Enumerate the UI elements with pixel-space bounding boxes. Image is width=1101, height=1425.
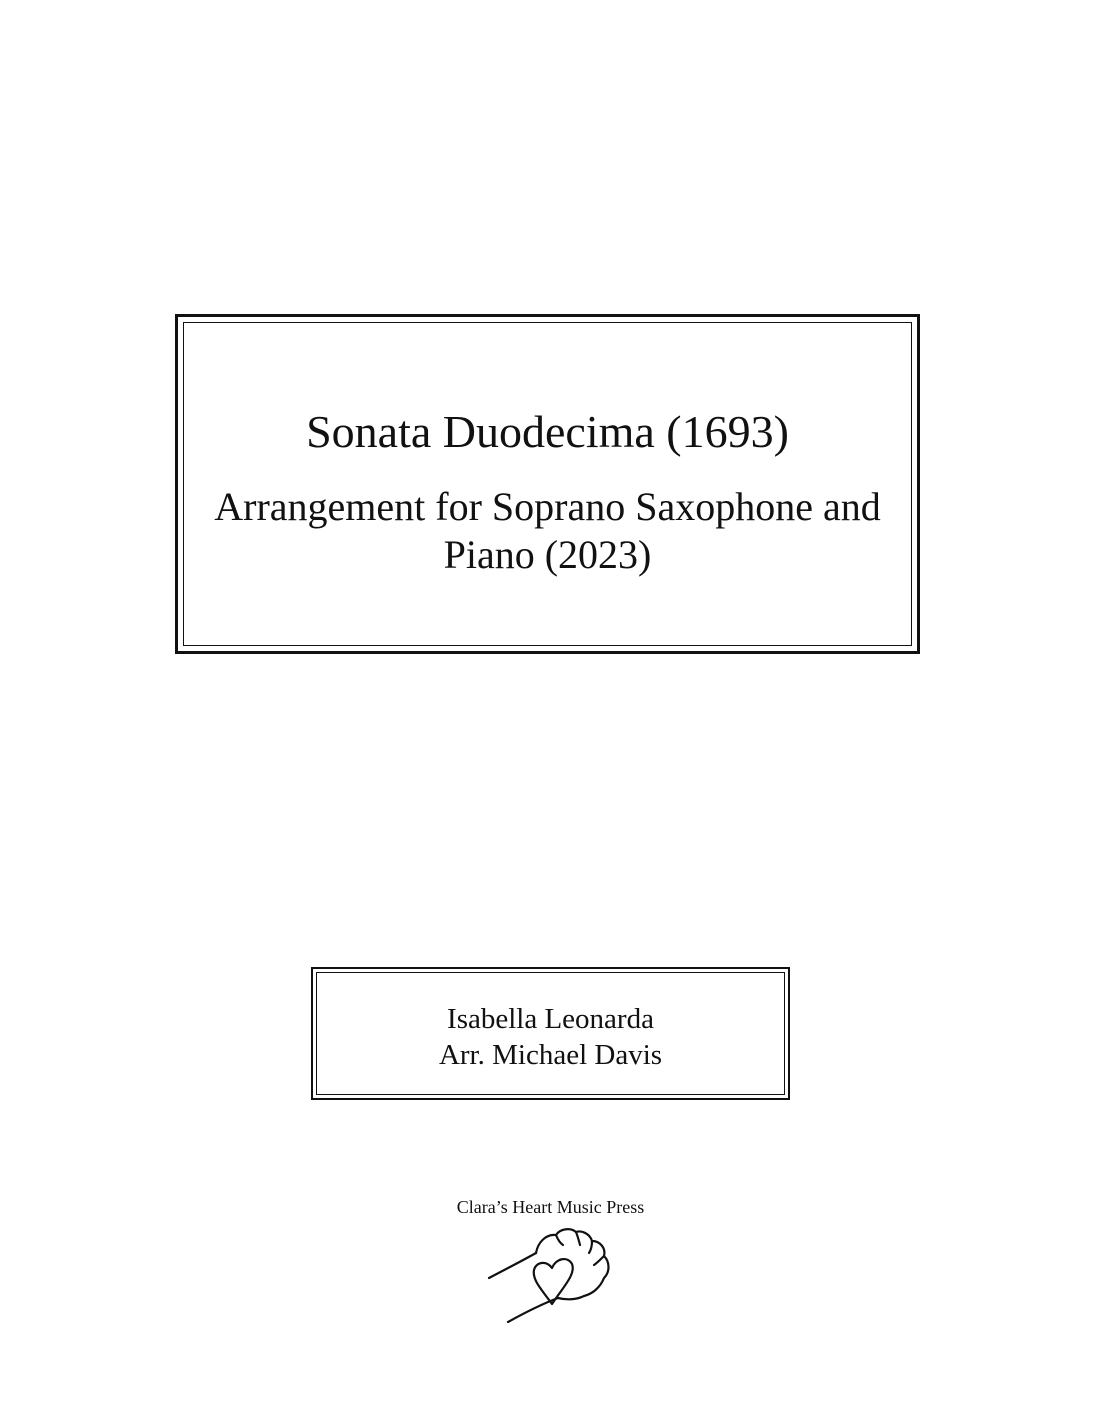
arranger-name: Arr. Michael Davis (438, 1039, 663, 1071)
credits-frame-inner-border (316, 972, 785, 1095)
composer-name: Isabella Leonarda (447, 1003, 654, 1035)
publisher-name: Clara’s Heart Music Press (456, 1197, 645, 1217)
paw-heart-icon (486, 1222, 616, 1326)
credits-frame (311, 967, 790, 1100)
title-frame (175, 314, 920, 654)
page-subtitle: Arrangement for Soprano Saxophone and Piano (2023) (214, 484, 881, 577)
page-title: Sonata Duodecima (1693) (306, 406, 789, 457)
title-frame-inner-border (183, 322, 912, 646)
